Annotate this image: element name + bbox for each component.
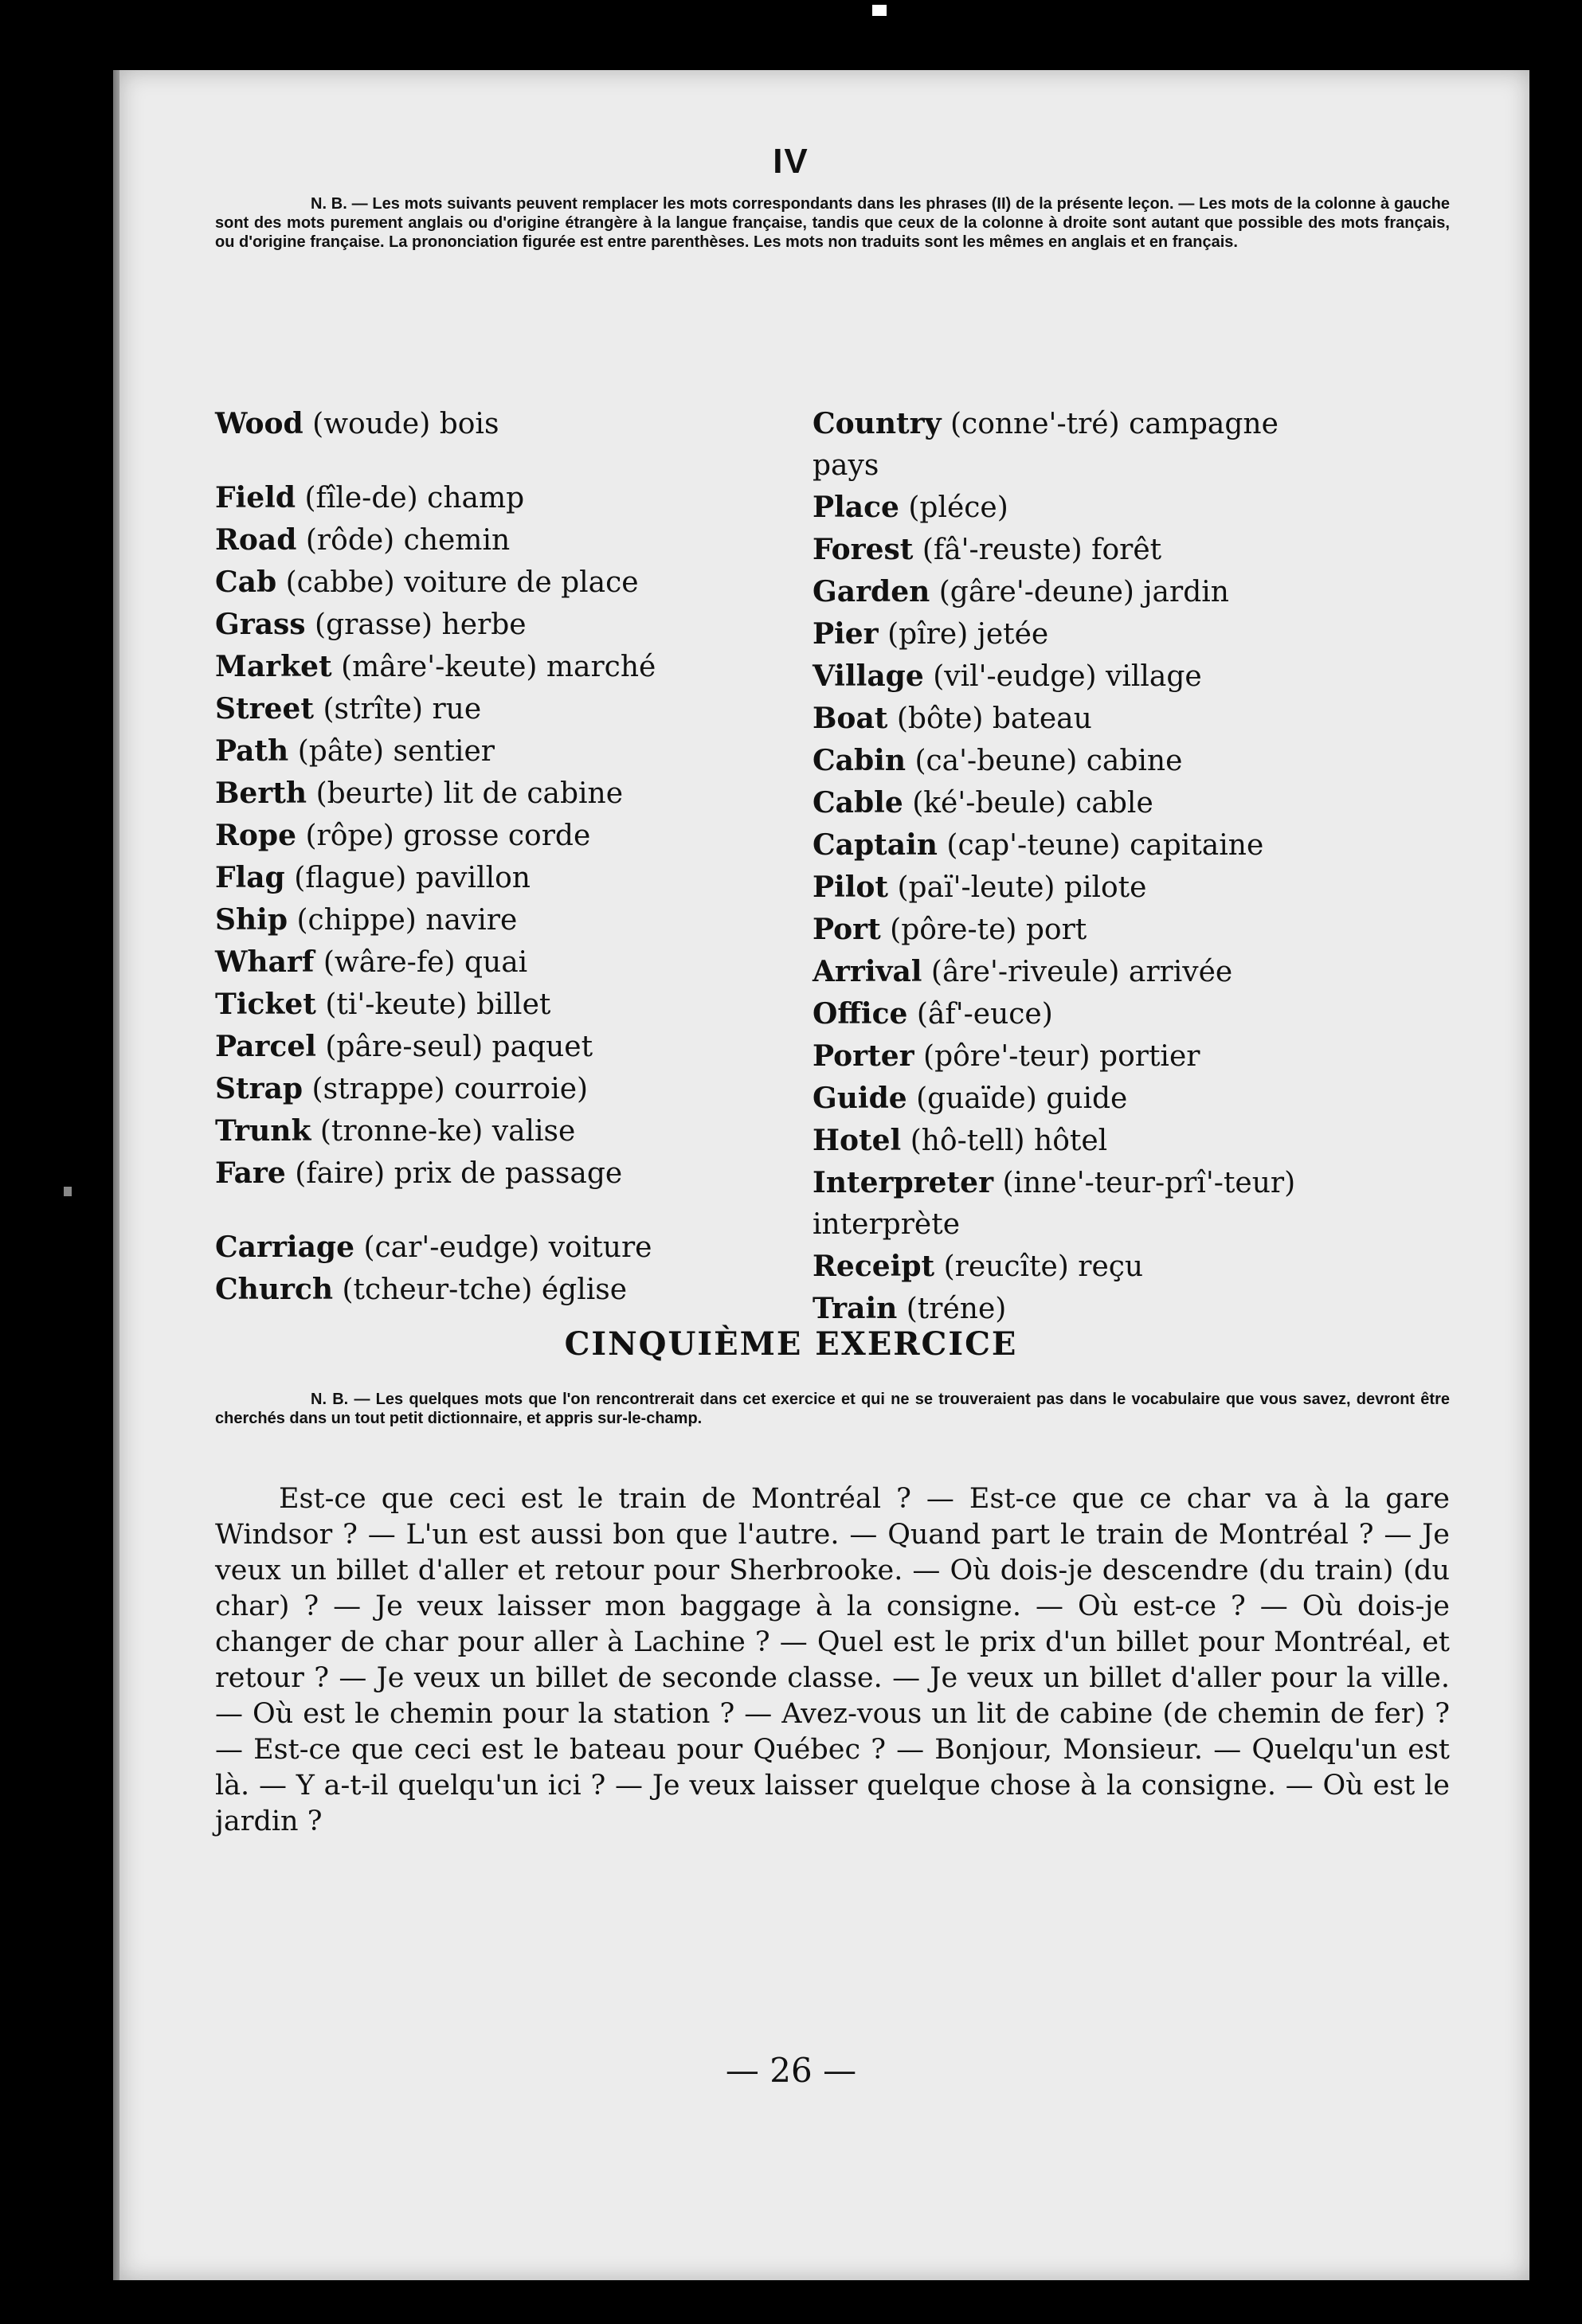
vocab-entry [215, 519, 820, 561]
vocab-pronunciation-translation: (conne'-tré) campagne [950, 408, 1279, 440]
scan-speck [872, 5, 887, 16]
vocab-term: Porter [813, 1039, 914, 1073]
vocab-term: Fare [215, 1156, 286, 1190]
vocab-term: Port [813, 913, 881, 946]
page-number: — 26 — [725, 2051, 857, 2090]
vocab-entry [813, 529, 1450, 571]
vocab-entry [215, 984, 820, 1026]
vocab-entry [215, 561, 820, 604]
vocab-pronunciation-translation: (beurte) lit de cabine [315, 777, 624, 810]
vocab-entry [215, 941, 820, 984]
vocab-term: Wood [215, 407, 303, 440]
vocab-term: Place [813, 491, 899, 524]
vocab-entry [813, 1078, 1450, 1120]
vocab-entry [813, 867, 1450, 909]
vocab-pronunciation-translation: (pléce) [908, 491, 1008, 524]
vocab-pronunciation-translation: (ké'-beule) cable [912, 787, 1153, 820]
vocab-term: Interpreter [813, 1166, 994, 1199]
chapter-number: IV [773, 142, 809, 181]
vocab-term: Road [215, 523, 297, 557]
vocab-term: Parcel [215, 1030, 316, 1063]
vocab-term: Trunk [215, 1114, 311, 1148]
vocab-entry [215, 899, 820, 941]
vocab-term: Guide [813, 1082, 907, 1115]
vocab-pronunciation-translation: (cabbe) voiture de place [285, 566, 639, 599]
vocab-term: Flag [215, 861, 285, 894]
vocab-term: Strap [215, 1072, 303, 1105]
vocab-entry [813, 1120, 1450, 1162]
vocab-pronunciation-translation: (flague) pavillon [294, 862, 531, 894]
vocab-term: Office [813, 997, 908, 1031]
vocab-term: Train [813, 1292, 898, 1325]
vocab-term: Field [215, 481, 296, 514]
vocab-term: Church [215, 1273, 334, 1306]
vocab-pronunciation-translation: (wâre-fe) quai [323, 946, 528, 979]
vocab-entry [813, 571, 1450, 613]
vocab-term: Boat [813, 702, 888, 735]
vocab-term: Market [215, 650, 332, 683]
vocab-term: Receipt [813, 1250, 935, 1283]
note-exercise [215, 1390, 1450, 1428]
vocabulary-column-french [813, 403, 1450, 1330]
vocab-entry [813, 1162, 1450, 1204]
vocab-pronunciation-translation: (mâre'-keute) marché [341, 651, 656, 683]
vocab-term: Captain [813, 828, 938, 862]
note-text: — Les mots suivants peuvent remplacer les mots correspondants dans les phrases (II) de la présente leçon. — Les mots de la colonne à gauche sont des mots purement anglais ou d'origine étrangère à la langue française, tandis que ceux de la colonne à droite sont autant que possible des mots français, ou d'origine française. La prononciation figurée est entre parenthèses. Les mots non traduits sont les mêmes en anglais et en français. [215, 195, 1450, 251]
vocab-term: Cab [215, 565, 277, 599]
vocab-pronunciation-translation: (gâre'-deune) jardin [938, 576, 1229, 608]
vocab-term: Pier [813, 617, 879, 651]
vocab-term: Path [215, 734, 289, 768]
vocab-term: Street [215, 692, 315, 726]
vocab-term: Garden [813, 575, 930, 608]
vocab-pronunciation-translation: (hô-tell) hôtel [910, 1125, 1108, 1157]
vocab-pronunciation-translation: (chippe) navire [296, 904, 518, 937]
vocab-entry [813, 740, 1450, 782]
vocab-term: Village [813, 659, 924, 693]
vocab-term: Grass [215, 608, 306, 641]
note-label: N. B. [311, 1391, 349, 1408]
exercise-heading: CINQUIÈME EXERCICE [564, 1325, 1018, 1363]
vocab-pronunciation-translation: (pâte) sentier [297, 735, 495, 768]
vocab-pronunciation-translation: (ti'-keute) billet [325, 988, 551, 1021]
vocab-pronunciation-translation: (strîte) rue [323, 693, 482, 726]
vocab-term: Carriage [215, 1230, 354, 1264]
vocab-pronunciation-translation: (rôpe) grosse corde [305, 820, 591, 852]
vocab-entry [215, 1110, 820, 1152]
vocab-entry [215, 477, 820, 519]
vocab-spacer [215, 445, 820, 477]
vocab-term: Country [813, 407, 942, 440]
vocab-pronunciation-translation: (grasse) herbe [315, 608, 527, 641]
vocab-entry [813, 613, 1450, 655]
vocab-entry [813, 824, 1450, 867]
vocab-entry [215, 1152, 820, 1195]
note-label: N. B. [311, 195, 347, 213]
vocab-term: Berth [215, 777, 307, 810]
vocab-term: Pilot [813, 871, 889, 904]
vocab-term: Ticket [215, 988, 316, 1021]
vocab-continuation: pays [813, 449, 879, 482]
vocab-term: Cabin [813, 744, 906, 777]
vocab-pronunciation-translation: (car'-eudge) voiture [363, 1231, 652, 1264]
vocab-pronunciation-translation: (paï'-leute) pilote [897, 871, 1147, 904]
vocab-pronunciation-translation: (faire) prix de passage [295, 1157, 623, 1190]
vocab-term: Rope [215, 819, 297, 852]
vocab-spacer [215, 1195, 820, 1227]
vocab-entry [215, 1269, 820, 1311]
vocab-entry [813, 1035, 1450, 1078]
vocab-pronunciation-translation: (pôre'-teur) portier [923, 1040, 1200, 1073]
vocab-term: Arrival [813, 955, 922, 988]
vocab-pronunciation-translation: (tcheur-tche) église [342, 1274, 628, 1306]
vocab-entry [813, 1288, 1450, 1330]
vocab-entry [215, 1068, 820, 1110]
vocab-term: Forest [813, 533, 914, 566]
vocab-pronunciation-translation: (fâ'-reuste) forêt [922, 534, 1162, 566]
vocab-term: Ship [215, 903, 288, 937]
vocab-pronunciation-translation: (ca'-beune) cabine [914, 745, 1183, 777]
vocab-term: Wharf [215, 945, 315, 979]
vocab-pronunciation-translation: (âf'-euce) [916, 998, 1053, 1031]
vocab-entry [215, 604, 820, 646]
vocab-pronunciation-translation: (pâre-seul) paquet [325, 1031, 593, 1063]
vocab-entry [215, 646, 820, 688]
vocab-entry [215, 1227, 820, 1269]
vocab-entry [215, 1026, 820, 1068]
vocab-pronunciation-translation: (vil'-eudge) village [933, 660, 1202, 693]
vocab-entry [813, 909, 1450, 951]
vocab-pronunciation-translation: (bôte) bateau [896, 702, 1092, 735]
vocab-entry [813, 403, 1450, 445]
note-vocabulary [215, 194, 1450, 252]
vocab-pronunciation-translation: (tronne-ke) valise [319, 1115, 576, 1148]
vocab-pronunciation-translation: (pîre) jetée [887, 618, 1049, 651]
vocab-pronunciation-translation: (inne'-teur-prî'-teur) [1002, 1167, 1296, 1199]
vocab-entry [813, 655, 1450, 698]
vocab-pronunciation-translation: (âre'-riveule) arrivée [930, 956, 1233, 988]
vocab-entry [813, 698, 1450, 740]
vocab-continuation: interprète [813, 1208, 961, 1241]
vocab-pronunciation-translation: (reucîte) reçu [943, 1250, 1144, 1283]
vocab-entry [215, 688, 820, 730]
vocab-pronunciation-translation: (strappe) courroie) [311, 1073, 589, 1105]
vocab-entry [215, 815, 820, 857]
vocab-entry [813, 782, 1450, 824]
exercise-text: Est-ce que ceci est le train de Montréal ? — Est-ce que ce char va à la gare Windsor ? — L'un est aussi bon que l'autre. — Quand part le train de Montréal ? — Je veux un billet d'aller et retour pour Sherbrooke. — Où dois-je descendre (du train) (du char) ? — Je veux laisser mon baggage à la consigne. — Où est-ce ? — Où dois-je changer de char pour aller à Lachine ? — Quel est le prix d'un billet pour Montréal, et retour ? — Je veux un billet de seconde classe. — Je veux un billet d'aller pour la ville. — Où est le chemin pour la station ? — Avez-vous un lit de cabine (de chemin de fer) ? — Est-ce que ceci est le bateau pour Québec ? — Bonjour, Monsieur. — Quelqu'un est là. — Y a-t-il quelqu'un ici ? — Je veux laisser quelque chose à la consigne. — Où est le jardin ? [215, 1483, 1450, 1837]
vocab-entry [813, 951, 1450, 993]
vocab-pronunciation-translation: (woude) bois [312, 408, 499, 440]
vocab-pronunciation-translation: (fîle-de) champ [304, 482, 525, 514]
vocab-pronunciation-translation: (pôre-te) port [890, 914, 1087, 946]
vocabulary-column-english [215, 403, 820, 1311]
vocab-pronunciation-translation: (cap'-teune) capitaine [946, 829, 1264, 862]
vocab-pronunciation-translation: (rôde) chemin [305, 524, 511, 557]
vocab-pronunciation-translation: (tréne) [906, 1293, 1007, 1325]
vocab-entry [813, 1246, 1450, 1288]
vocab-term: Hotel [813, 1124, 902, 1157]
vocab-entry [813, 993, 1450, 1035]
vocab-entry [215, 773, 820, 815]
vocab-term: Cable [813, 786, 903, 820]
vocab-entry [813, 487, 1450, 529]
scan-speck [64, 1187, 72, 1196]
vocab-entry [215, 857, 820, 899]
vocab-entry [215, 403, 820, 445]
vocab-entry [215, 730, 820, 773]
note-text: — Les quelques mots que l'on rencontrerait dans cet exercice et qui ne se trouveraient pas dans le vocabulaire que vous savez, devront être cherchés dans un tout petit dictionnaire, et appris sur-le-champ. [215, 1391, 1450, 1427]
vocab-pronunciation-translation: (guaïde) guide [916, 1082, 1128, 1115]
